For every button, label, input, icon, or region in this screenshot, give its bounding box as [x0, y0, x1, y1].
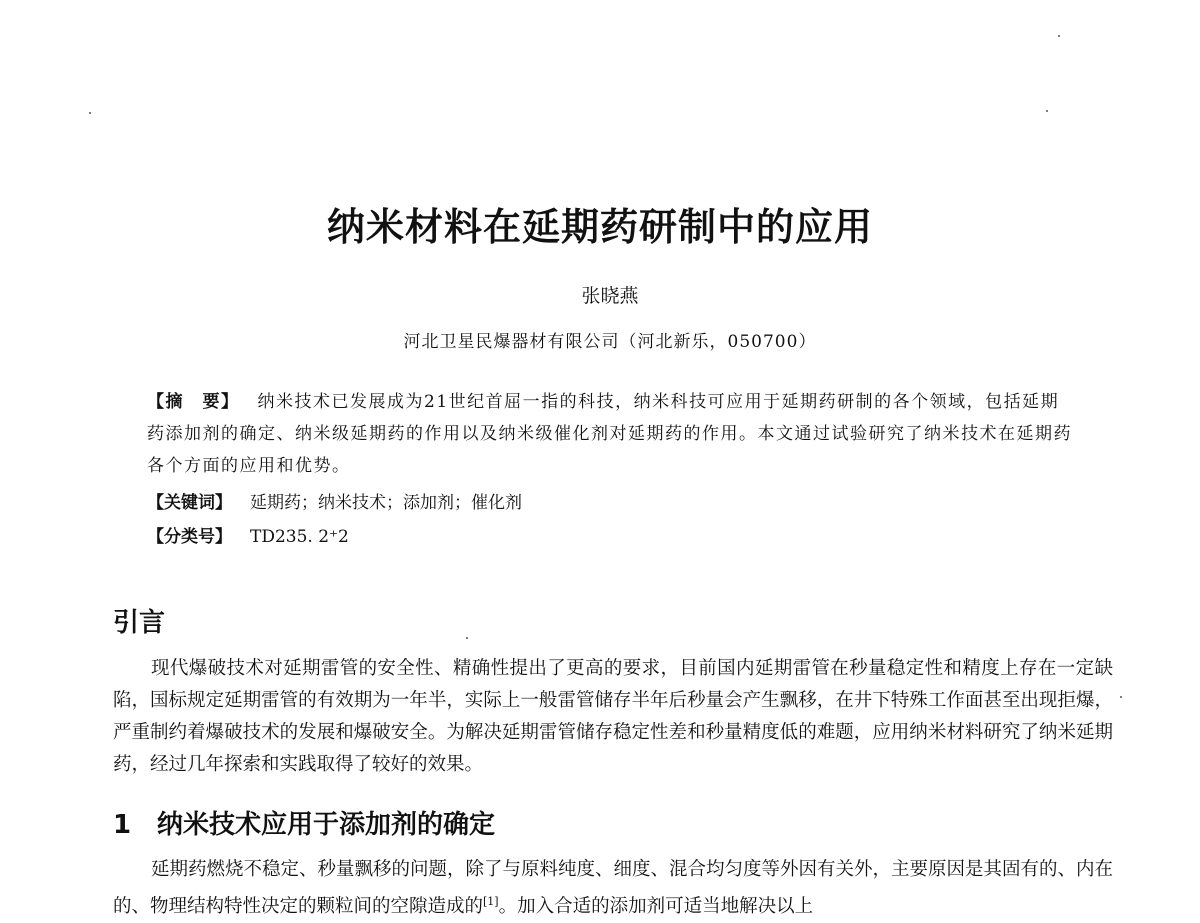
abstract-text: 纳米技术已发展成为21世纪首屈一指的科技，纳米科技可应用于延期药研制的各个领域，包括延期药添加剂的确定、纳米级延期药的作用以及纳米级催化剂对延期药的作用。本文通过试验研究了纳米技术在延期药各个方面的应用和优势。 [147, 392, 1072, 476]
paper-title: 纳米材料在延期药研制中的应用 [326, 205, 873, 249]
citation-ref[interactable]: [1] [483, 895, 499, 908]
keywords-row [147, 486, 1097, 520]
classification-row [147, 520, 1097, 554]
scan-speck [1046, 110, 1048, 112]
intro-heading: 引言 [113, 608, 166, 638]
section1-title: 纳米技术应用于添加剂的确定 [157, 810, 496, 840]
section1-heading [113, 804, 495, 841]
section1-text-end: 。加入合适的添加剂可适当地解决以上 [498, 896, 814, 918]
keywords-label: 【关键词】 [147, 493, 232, 513]
section1-number: 1 [113, 810, 132, 840]
abstract [147, 386, 1077, 482]
author-name: 张晓燕 [581, 285, 639, 307]
scan-speck [466, 637, 468, 639]
classification-label: 【分类号】 [147, 527, 232, 547]
classification-text: TD235. 2⁺2 [250, 527, 349, 547]
keywords-text: 延期药；纳米技术；添加剂；催化剂 [250, 493, 522, 513]
abstract-label: 【摘 要】 [147, 392, 240, 412]
affiliation: 河北卫星民爆器材有限公司（河北新乐，050700） [403, 332, 817, 352]
scan-speck [89, 112, 91, 114]
section1-paragraph [113, 854, 1113, 923]
scan-speck [1120, 696, 1122, 698]
intro-paragraph: 现代爆破技术对延期雷管的安全性、精确性提出了更高的要求，目前国内延期雷管在秒量稳定性和精度上存在一定缺陷，国标规定延期雷管的有效期为一年半，实际上一般雷管储存半年后秒量会产生飘移，在井下特殊工作面甚至出现拒爆，严重制约着爆破技术的发展和爆破安全。为解决延期雷管储存稳定性差和秒量精度低的难题，应用纳米材料研究了纳米延期药，经过几年探索和实践取得了较好的效果。 [113, 658, 1113, 775]
scan-speck [1058, 35, 1060, 37]
section1-text-start: 延期药燃烧不稳定、秒量飘移的问题，除了与原料纯度、细度、混合均匀度等外因有关外，主要原因是其固有的、内在的、物理结构特性决定的颗粒间的空隙造成的 [113, 859, 1114, 918]
